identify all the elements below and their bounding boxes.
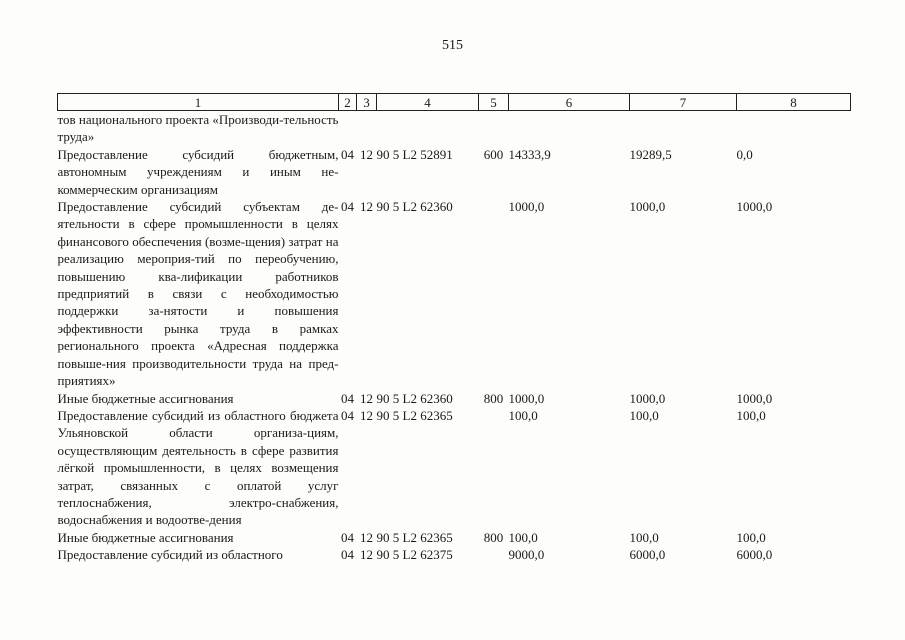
section-code <box>339 111 357 146</box>
section-code: 04 <box>341 390 354 406</box>
row-description: Предоставление субсидий из областного бюджета Ульяновской области организа-циям, осуществляющим деятельность в сфере развития лёгкой промышленности, в целях возмещения затрат, связанных с оплатой услуг теплоснабжения, электро-снабжения, водоснабжения и водоотве-дения <box>57 407 339 528</box>
expense-type-code <box>479 111 509 146</box>
section-code: 04 <box>341 407 354 423</box>
table-row <box>58 146 851 198</box>
target-article-code: 90 5 L2 52891 <box>376 146 453 162</box>
column-header: 6 <box>509 94 630 111</box>
column-header: 2 <box>339 94 357 111</box>
expense-type-code <box>479 546 509 563</box>
column-header: 8 <box>737 94 851 111</box>
subsection-code: 12 <box>360 407 373 423</box>
section-code: 04 <box>341 529 354 545</box>
section-code: 04 <box>341 199 354 215</box>
target-article-code: 90 5 L2 62360 <box>376 199 453 215</box>
subsection-code: 12 <box>360 529 373 545</box>
amount-col-6 <box>509 111 630 146</box>
expense-type-code <box>479 407 509 529</box>
target-article-code: 90 5 L2 62375 <box>376 547 453 563</box>
amount-col-6: 9000,0 <box>508 547 545 563</box>
amount-col-7 <box>630 111 737 146</box>
column-header: 4 <box>377 94 479 111</box>
expense-type-code: 800 <box>483 390 504 406</box>
column-number-row <box>58 94 851 111</box>
amount-col-8: 1000,0 <box>736 390 773 406</box>
amount-col-6: 100,0 <box>508 407 538 423</box>
row-description: Предоставление субсидий бюджетным, автономным учреждениям и иным не-коммерческим организациям <box>57 146 339 197</box>
table-row <box>58 529 851 546</box>
row-description: Предоставление субсидий субъектам де-ятельности в сфере промышленности в целях финансового обеспечения (возме-щения) затрат на реализацию мероприя-тий по переобучению, повышению ква-лификации работников предприятий в связи с необходимостью поддержки за-нятости и повышения эффективности рынка труда в рамках регионального проекта «Адресная поддержка повыше-ния производительности труда на пред-приятиях» <box>57 199 339 389</box>
amount-col-7: 100,0 <box>629 529 659 545</box>
row-description: Предоставление субсидий из областного <box>57 547 283 563</box>
table-row <box>58 546 851 563</box>
target-article-code: 90 5 L2 62360 <box>376 390 453 406</box>
subsection-code: 12 <box>360 146 373 162</box>
column-header: 1 <box>58 94 339 111</box>
expense-type-code: 800 <box>483 529 504 545</box>
amount-col-7: 6000,0 <box>629 547 666 563</box>
amount-col-6: 100,0 <box>508 529 538 545</box>
amount-col-8: 100,0 <box>736 529 766 545</box>
table-row <box>58 390 851 407</box>
expense-type-code: 600 <box>483 146 504 162</box>
subsection-code <box>357 111 377 146</box>
subsection-code: 12 <box>360 390 373 406</box>
expense-type-code <box>479 198 509 389</box>
section-code: 04 <box>341 547 354 563</box>
column-header: 5 <box>479 94 509 111</box>
row-description: Иные бюджетные ассигнования <box>57 529 234 545</box>
amount-col-8: 6000,0 <box>736 547 773 563</box>
amount-col-8: 100,0 <box>736 407 766 423</box>
table-row <box>58 111 851 146</box>
page-number: 515 <box>442 38 463 53</box>
amount-col-7: 1000,0 <box>629 390 666 406</box>
amount-col-6: 1000,0 <box>508 199 545 215</box>
subsection-code: 12 <box>360 199 373 215</box>
column-header: 7 <box>630 94 737 111</box>
row-description: Иные бюджетные ассигнования <box>57 390 234 406</box>
table-row <box>58 407 851 529</box>
table-row <box>58 198 851 389</box>
target-article-code: 90 5 L2 62365 <box>376 529 453 545</box>
amount-col-8: 1000,0 <box>736 199 773 215</box>
amount-col-7: 100,0 <box>629 407 659 423</box>
amount-col-7: 19289,5 <box>629 146 672 162</box>
row-description: тов национального проекта «Производи-тельность труда» <box>57 112 339 145</box>
column-header: 3 <box>357 94 377 111</box>
target-article-code: 90 5 L2 62365 <box>376 407 453 423</box>
amount-col-6: 14333,9 <box>508 146 551 162</box>
amount-col-7: 1000,0 <box>629 199 666 215</box>
amount-col-8: 0,0 <box>736 146 753 162</box>
amount-col-6: 1000,0 <box>508 390 545 406</box>
subsection-code: 12 <box>360 547 373 563</box>
amount-col-8 <box>737 111 851 146</box>
budget-table <box>57 93 851 564</box>
target-article-code <box>377 111 479 146</box>
section-code: 04 <box>341 146 354 162</box>
